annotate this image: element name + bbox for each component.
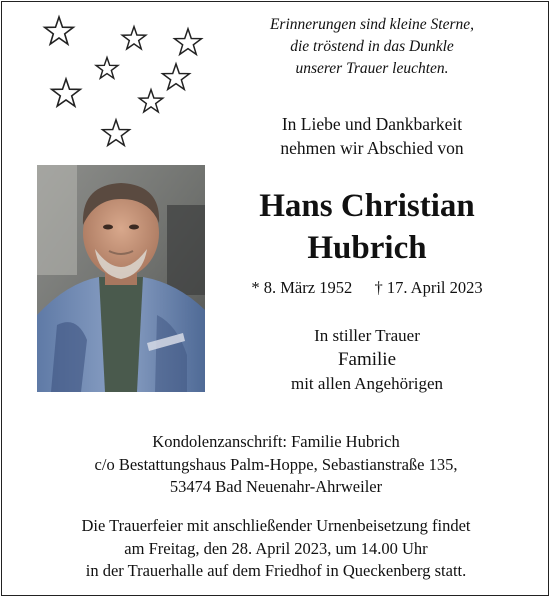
mourners-block — [217, 324, 517, 395]
service-line: am Freitag, den 28. April 2023, um 14.00 Uhr — [124, 538, 428, 558]
relatives-line: mit allen Angehörigen — [290, 374, 444, 393]
portrait-photo — [37, 165, 205, 392]
family-label: Familie — [337, 349, 397, 370]
obituary-notice — [1, 1, 549, 596]
farewell-intro — [232, 112, 512, 160]
star-icon — [49, 77, 83, 111]
poem-line: Erinnerungen sind kleine Sterne, — [269, 16, 475, 33]
star-icon — [42, 15, 76, 49]
deceased-name — [217, 185, 517, 269]
intro-line: nehmen wir Abschied von — [280, 138, 464, 158]
service-line: Die Trauerfeier mit anschließender Urnenbeisetzung findet — [81, 516, 471, 535]
poem-line: die tröstend in das Dunkle — [290, 38, 454, 55]
star-icon — [94, 56, 120, 82]
star-icon — [172, 27, 204, 59]
address-line: Kondolenzanschrift: Familie Hubrich — [152, 432, 400, 451]
mourning-line: In stiller Trauer — [314, 326, 420, 345]
poem-line: unserer Trauer leuchten. — [295, 60, 449, 77]
address-line: c/o Bestattungshaus Palm-Hoppe, Sebastianstraße 135, — [94, 454, 458, 474]
birth-date: * 8. März 1952 — [251, 278, 353, 297]
star-icon — [100, 118, 132, 150]
star-decoration — [32, 10, 222, 155]
life-dates — [217, 278, 517, 298]
name-first-line: Hans Christian — [259, 188, 475, 224]
name-second-line: Hubrich — [307, 230, 427, 266]
address-line: 53474 Bad Neuenahr-Ahrweiler — [169, 477, 383, 496]
star-icon — [120, 25, 148, 53]
memorial-poem — [232, 14, 512, 80]
intro-line: In Liebe und Dankbarkeit — [281, 114, 463, 134]
service-line: in der Trauerhalle auf dem Friedhof in Queckenberg statt. — [85, 561, 467, 580]
portrait-illustration — [37, 165, 205, 392]
funeral-service-info — [16, 515, 536, 583]
condolence-address — [22, 431, 530, 499]
star-icon — [137, 88, 165, 116]
death-date: † 17. April 2023 — [374, 278, 483, 297]
